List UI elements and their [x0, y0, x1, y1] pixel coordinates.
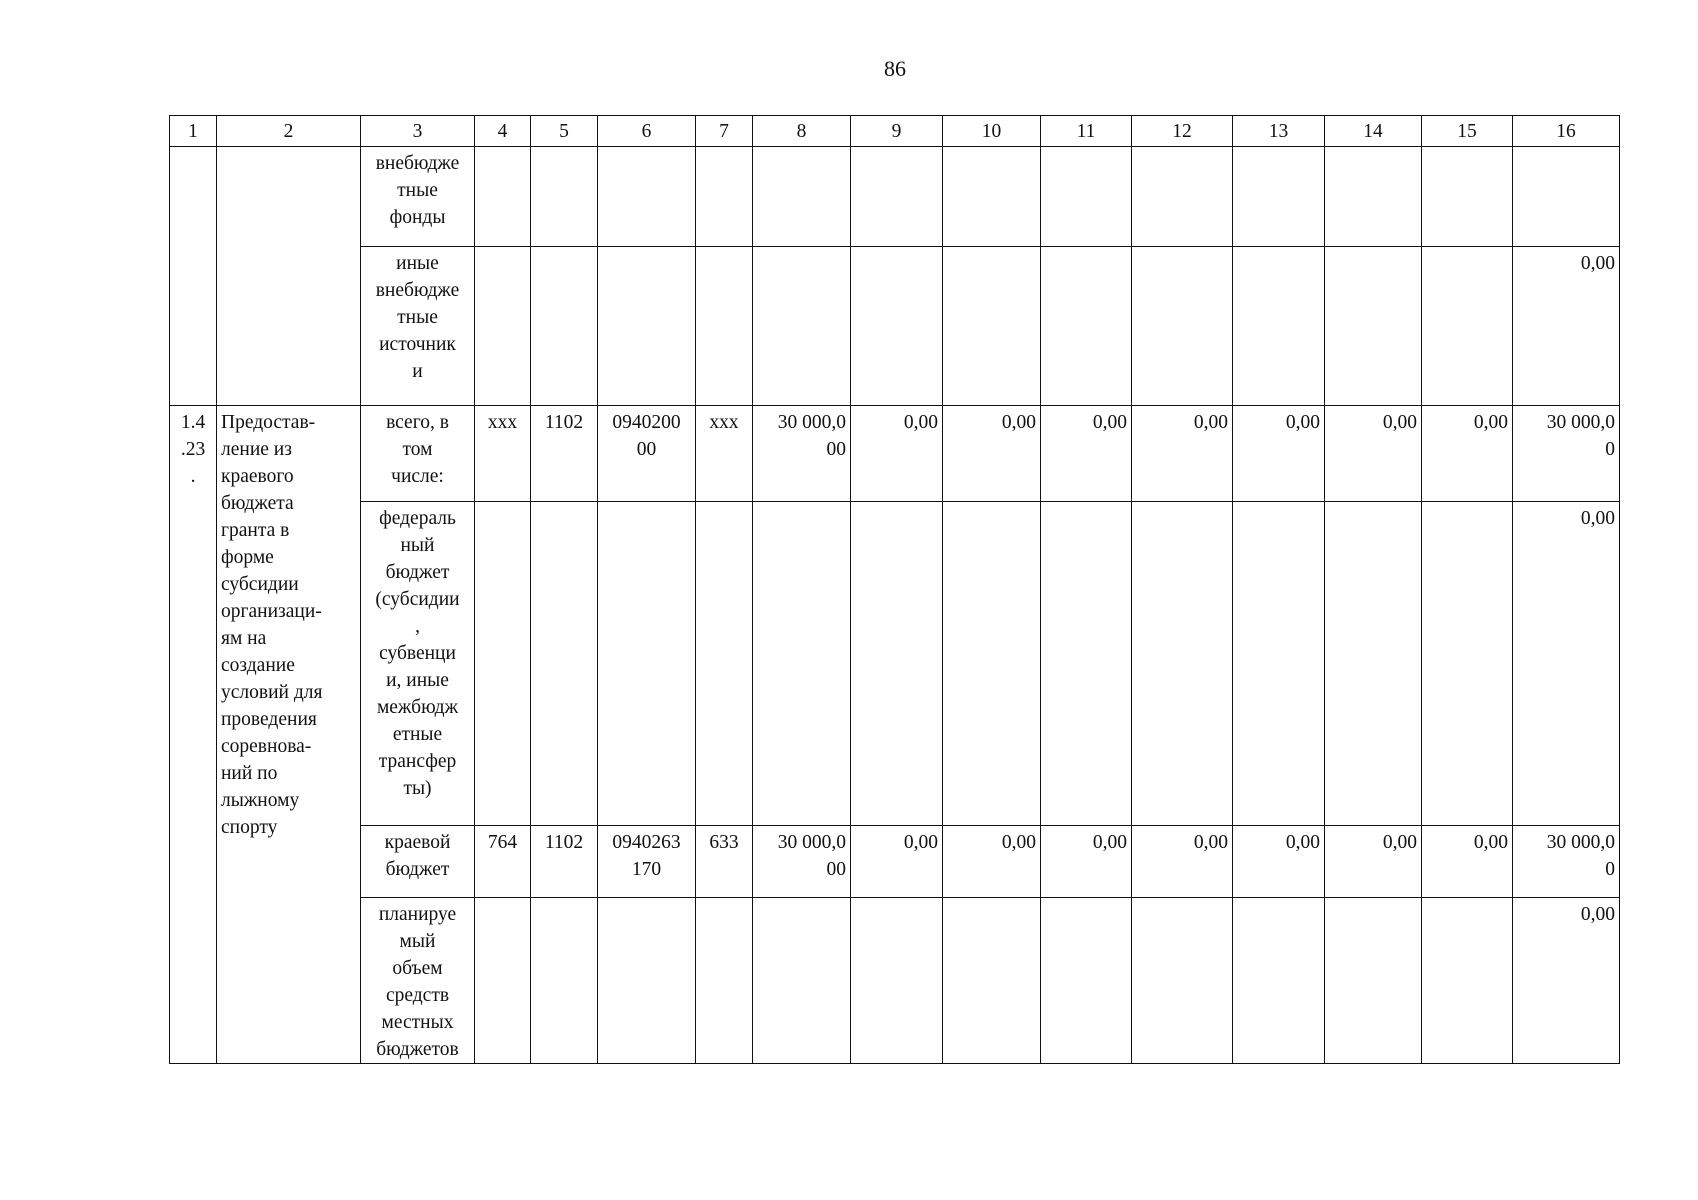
table-row — [170, 147, 1620, 247]
data-cell: 0,00 — [1132, 826, 1233, 898]
data-cell — [1233, 502, 1325, 826]
data-cell — [753, 147, 851, 247]
data-cell — [851, 502, 943, 826]
data-cell — [753, 898, 851, 1064]
data-cell — [696, 247, 753, 406]
data-cell: 1102 — [531, 826, 598, 898]
data-cell — [1325, 502, 1422, 826]
data-cell: 0,00 — [1041, 826, 1132, 898]
data-cell: 0,00 — [1041, 406, 1132, 502]
column-header: 1 — [170, 116, 217, 147]
column-header: 7 — [696, 116, 753, 147]
data-cell — [531, 502, 598, 826]
data-cell: 30 000,0 00 — [753, 826, 851, 898]
data-cell — [1325, 247, 1422, 406]
data-cell: ххх — [475, 406, 531, 502]
column-header: 12 — [1132, 116, 1233, 147]
data-cell — [696, 147, 753, 247]
data-cell: 0,00 — [943, 826, 1041, 898]
source-cell: федераль ный бюджет (субсидии , субвенци и, иные межбюдж етные трансфер ты) — [361, 502, 475, 826]
total-cell: 30 000,0 0 — [1513, 826, 1620, 898]
data-cell — [1132, 247, 1233, 406]
data-cell — [1233, 898, 1325, 1064]
item-name-cell: Предостав- ление из краевого бюджета гранта в форме субсидии организаци- ям на создание условий для проведения соревнова- ний по лыжному спорту — [217, 406, 361, 1064]
data-cell: ххх — [696, 406, 753, 502]
column-header: 14 — [1325, 116, 1422, 147]
data-cell — [598, 898, 696, 1064]
total-cell: 0,00 — [1513, 247, 1620, 406]
data-cell — [943, 898, 1041, 1064]
data-cell: 0,00 — [943, 406, 1041, 502]
data-cell — [598, 247, 696, 406]
data-cell — [1422, 247, 1513, 406]
total-cell — [1513, 147, 1620, 247]
data-cell — [1041, 898, 1132, 1064]
data-cell — [598, 147, 696, 247]
data-cell — [1233, 147, 1325, 247]
data-cell — [943, 147, 1041, 247]
source-cell: краевой бюджет — [361, 826, 475, 898]
source-cell: планируе мый объем средств местных бюджетов — [361, 898, 475, 1064]
page-number: 86 — [884, 56, 906, 81]
data-cell — [696, 898, 753, 1064]
data-cell: 30 000,0 00 — [753, 406, 851, 502]
data-cell — [1041, 147, 1132, 247]
data-cell: 0,00 — [1422, 826, 1513, 898]
table-row — [170, 247, 1620, 406]
data-cell — [531, 898, 598, 1064]
column-header: 8 — [753, 116, 851, 147]
data-cell — [1041, 247, 1132, 406]
data-cell: 0,00 — [1325, 406, 1422, 502]
data-cell: 633 — [696, 826, 753, 898]
data-cell — [598, 502, 696, 826]
data-cell — [943, 247, 1041, 406]
data-cell — [1132, 147, 1233, 247]
data-cell — [475, 247, 531, 406]
table-row — [170, 898, 1620, 1064]
data-cell — [753, 502, 851, 826]
data-cell — [531, 147, 598, 247]
data-cell — [1233, 247, 1325, 406]
column-header: 4 — [475, 116, 531, 147]
source-cell: внебюдже тные фонды — [361, 147, 475, 247]
budget-table — [169, 115, 1620, 1064]
data-cell: 0,00 — [851, 406, 943, 502]
data-cell — [1041, 502, 1132, 826]
data-cell — [475, 502, 531, 826]
data-cell: 0,00 — [1233, 406, 1325, 502]
column-header: 6 — [598, 116, 696, 147]
data-cell: 0940263 170 — [598, 826, 696, 898]
table-row — [170, 502, 1620, 826]
column-header: 13 — [1233, 116, 1325, 147]
data-cell: 764 — [475, 826, 531, 898]
data-cell — [475, 898, 531, 1064]
data-cell — [943, 502, 1041, 826]
column-header: 15 — [1422, 116, 1513, 147]
column-header: 5 — [531, 116, 598, 147]
table-row — [170, 406, 1620, 502]
data-cell: 1102 — [531, 406, 598, 502]
data-cell: 0,00 — [1132, 406, 1233, 502]
column-header: 9 — [851, 116, 943, 147]
data-cell — [851, 147, 943, 247]
item-name-cell — [217, 147, 361, 406]
data-cell — [851, 898, 943, 1064]
data-cell — [696, 502, 753, 826]
data-cell — [1132, 502, 1233, 826]
data-cell — [1325, 147, 1422, 247]
data-cell: 0,00 — [1325, 826, 1422, 898]
column-header: 11 — [1041, 116, 1132, 147]
data-cell — [1132, 898, 1233, 1064]
row-number-cell: 1.4 .23 . — [170, 406, 217, 1064]
column-header: 16 — [1513, 116, 1620, 147]
data-cell: 0940200 00 — [598, 406, 696, 502]
data-cell — [1422, 502, 1513, 826]
data-cell — [1325, 898, 1422, 1064]
column-header: 2 — [217, 116, 361, 147]
column-number-row — [170, 116, 1620, 147]
data-cell — [851, 247, 943, 406]
data-cell — [1422, 898, 1513, 1064]
data-cell — [475, 147, 531, 247]
data-cell — [753, 247, 851, 406]
source-cell: всего, в том числе: — [361, 406, 475, 502]
data-cell: 0,00 — [1233, 826, 1325, 898]
total-cell: 30 000,0 0 — [1513, 406, 1620, 502]
total-cell: 0,00 — [1513, 502, 1620, 826]
data-cell — [531, 247, 598, 406]
data-cell: 0,00 — [1422, 406, 1513, 502]
source-cell: иные внебюдже тные источник и — [361, 247, 475, 406]
column-header: 3 — [361, 116, 475, 147]
table-row — [170, 826, 1620, 898]
data-cell: 0,00 — [851, 826, 943, 898]
column-header: 10 — [943, 116, 1041, 147]
row-number-cell — [170, 147, 217, 406]
total-cell: 0,00 — [1513, 898, 1620, 1064]
data-cell — [1422, 147, 1513, 247]
